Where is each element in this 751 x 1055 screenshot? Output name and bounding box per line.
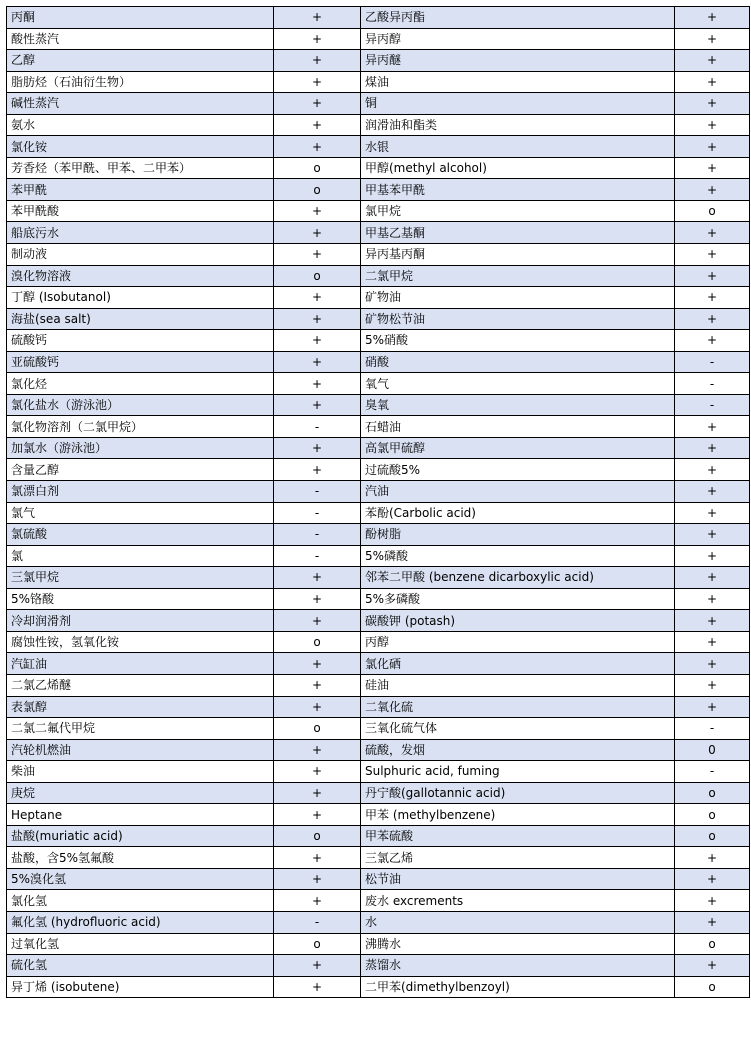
name-cell-right: 臭氧 — [361, 394, 675, 416]
rating-cell-left: + — [274, 653, 361, 675]
rating-cell-right: + — [675, 631, 750, 653]
table-row — [7, 545, 750, 567]
rating-cell-left: + — [274, 7, 361, 29]
table-row — [7, 696, 750, 718]
table-row — [7, 933, 750, 955]
table-row — [7, 287, 750, 309]
name-cell-left: 盐酸(muriatic acid) — [7, 825, 274, 847]
name-cell-left: 制动液 — [7, 244, 274, 266]
rating-cell-left: + — [274, 93, 361, 115]
name-cell-left: 加氯水（游泳池） — [7, 437, 274, 459]
rating-cell-right: + — [675, 265, 750, 287]
rating-cell-right: - — [675, 761, 750, 783]
table-row — [7, 157, 750, 179]
table-row — [7, 373, 750, 395]
name-cell-right: 三氯乙烯 — [361, 847, 675, 869]
rating-cell-left: - — [274, 545, 361, 567]
table-row — [7, 782, 750, 804]
rating-cell-left: o — [274, 825, 361, 847]
table-row — [7, 868, 750, 890]
table-row — [7, 631, 750, 653]
table-row — [7, 200, 750, 222]
rating-cell-right: + — [675, 502, 750, 524]
rating-cell-left: + — [274, 610, 361, 632]
name-cell-left: 腐蚀性铵，氢氧化铵 — [7, 631, 274, 653]
rating-cell-right: + — [675, 567, 750, 589]
name-cell-right: 异丙醚 — [361, 50, 675, 72]
rating-cell-right: + — [675, 545, 750, 567]
rating-cell-right: - — [675, 351, 750, 373]
rating-cell-left: + — [274, 588, 361, 610]
name-cell-left: 5%铬酸 — [7, 588, 274, 610]
name-cell-right: 甲苯 (methylbenzene) — [361, 804, 675, 826]
rating-cell-right: - — [675, 373, 750, 395]
name-cell-left: 三氯甲烷 — [7, 567, 274, 589]
rating-cell-left: + — [274, 50, 361, 72]
rating-cell-left: - — [274, 524, 361, 546]
rating-cell-right: + — [675, 674, 750, 696]
name-cell-right: 水银 — [361, 136, 675, 158]
name-cell-right: 邻苯二甲酸 (benzene dicarboxylic acid) — [361, 567, 675, 589]
table-row — [7, 567, 750, 589]
table-row — [7, 459, 750, 481]
rating-cell-left: + — [274, 955, 361, 977]
table-row — [7, 481, 750, 503]
name-cell-right: 润滑油和酯类 — [361, 114, 675, 136]
table-row — [7, 588, 750, 610]
table-row — [7, 71, 750, 93]
table-row — [7, 437, 750, 459]
name-cell-right: 5%硝酸 — [361, 330, 675, 352]
table-row — [7, 610, 750, 632]
rating-cell-left: + — [274, 674, 361, 696]
name-cell-right: 5%多磷酸 — [361, 588, 675, 610]
name-cell-right: 废水 excrements — [361, 890, 675, 912]
rating-cell-left: + — [274, 287, 361, 309]
table-row — [7, 761, 750, 783]
name-cell-left: 冷却润滑剂 — [7, 610, 274, 632]
name-cell-right: 水 — [361, 911, 675, 933]
rating-cell-left: + — [274, 200, 361, 222]
name-cell-right: 蒸馏水 — [361, 955, 675, 977]
name-cell-left: 苯甲酰酸 — [7, 200, 274, 222]
rating-cell-right: o — [675, 976, 750, 998]
rating-cell-right: + — [675, 911, 750, 933]
rating-cell-right: o — [675, 825, 750, 847]
rating-cell-left: + — [274, 847, 361, 869]
rating-cell-right: - — [675, 718, 750, 740]
name-cell-left: 庚烷 — [7, 782, 274, 804]
table-row — [7, 825, 750, 847]
name-cell-left: 氯漂白剂 — [7, 481, 274, 503]
name-cell-left: 丁醇 (Isobutanol) — [7, 287, 274, 309]
rating-cell-right: + — [675, 114, 750, 136]
rating-cell-right: o — [675, 933, 750, 955]
rating-cell-right: o — [675, 200, 750, 222]
name-cell-left: 二氯乙烯醚 — [7, 674, 274, 696]
rating-cell-left: o — [274, 631, 361, 653]
name-cell-right: 铜 — [361, 93, 675, 115]
name-cell-right: 高氯甲硫醇 — [361, 437, 675, 459]
name-cell-left: 氯硫酸 — [7, 524, 274, 546]
rating-cell-right: + — [675, 308, 750, 330]
name-cell-left: 海盐(sea salt) — [7, 308, 274, 330]
name-cell-right: 碳酸钾 (potash) — [361, 610, 675, 632]
name-cell-left: 乙醇 — [7, 50, 274, 72]
rating-cell-left: - — [274, 481, 361, 503]
rating-cell-left: + — [274, 868, 361, 890]
name-cell-right: 氧气 — [361, 373, 675, 395]
name-cell-left: 溴化物溶液 — [7, 265, 274, 287]
table-row — [7, 330, 750, 352]
name-cell-right: Sulphuric acid, fuming — [361, 761, 675, 783]
name-cell-right: 沸腾水 — [361, 933, 675, 955]
table-row — [7, 804, 750, 826]
name-cell-left: 氯化盐水（游泳池） — [7, 394, 274, 416]
name-cell-left: 二氯二氟代甲烷 — [7, 718, 274, 740]
table-row — [7, 394, 750, 416]
name-cell-left: 碱性蒸汽 — [7, 93, 274, 115]
rating-cell-right: + — [675, 610, 750, 632]
rating-cell-left: - — [274, 416, 361, 438]
name-cell-left: 芳香烃（苯甲酰、甲苯、二甲苯） — [7, 157, 274, 179]
name-cell-right: 异丙基丙酮 — [361, 244, 675, 266]
rating-cell-left: - — [274, 502, 361, 524]
name-cell-left: 硫酸钙 — [7, 330, 274, 352]
rating-cell-left: + — [274, 459, 361, 481]
rating-cell-left: + — [274, 567, 361, 589]
rating-cell-left: + — [274, 71, 361, 93]
table-row — [7, 890, 750, 912]
name-cell-right: 丙醇 — [361, 631, 675, 653]
table-row — [7, 351, 750, 373]
table-row — [7, 93, 750, 115]
rating-cell-left: o — [274, 933, 361, 955]
rating-cell-left: + — [274, 782, 361, 804]
table-row — [7, 674, 750, 696]
rating-cell-right: + — [675, 847, 750, 869]
name-cell-left: Heptane — [7, 804, 274, 826]
rating-cell-right: + — [675, 416, 750, 438]
rating-cell-right: + — [675, 93, 750, 115]
rating-cell-right: + — [675, 157, 750, 179]
rating-cell-right: + — [675, 179, 750, 201]
rating-cell-left: + — [274, 351, 361, 373]
rating-cell-left: + — [274, 244, 361, 266]
name-cell-right: 甲醇(methyl alcohol) — [361, 157, 675, 179]
table-row — [7, 7, 750, 29]
rating-cell-right: + — [675, 71, 750, 93]
table-row — [7, 222, 750, 244]
rating-cell-right: + — [675, 50, 750, 72]
name-cell-left: 船底污水 — [7, 222, 274, 244]
table-row — [7, 524, 750, 546]
rating-cell-right: + — [675, 696, 750, 718]
name-cell-right: 酚树脂 — [361, 524, 675, 546]
rating-cell-left: + — [274, 696, 361, 718]
rating-cell-right: + — [675, 222, 750, 244]
rating-cell-right: + — [675, 955, 750, 977]
rating-cell-left: - — [274, 911, 361, 933]
name-cell-right: 硫酸，发烟 — [361, 739, 675, 761]
rating-cell-right: - — [675, 394, 750, 416]
rating-cell-left: o — [274, 179, 361, 201]
rating-cell-left: o — [274, 265, 361, 287]
table-row — [7, 718, 750, 740]
name-cell-right: 乙酸异丙酯 — [361, 7, 675, 29]
name-cell-right: 矿物油 — [361, 287, 675, 309]
name-cell-left: 脂肪烃（石油衍生物） — [7, 71, 274, 93]
rating-cell-left: + — [274, 804, 361, 826]
rating-cell-right: + — [675, 890, 750, 912]
name-cell-left: 硫化氢 — [7, 955, 274, 977]
table-row — [7, 136, 750, 158]
table-row — [7, 179, 750, 201]
rating-cell-right: + — [675, 330, 750, 352]
rating-cell-right: + — [675, 136, 750, 158]
name-cell-left: 异丁烯 (isobutene) — [7, 976, 274, 998]
table-row — [7, 28, 750, 50]
name-cell-left: 氯 — [7, 545, 274, 567]
rating-cell-left: + — [274, 890, 361, 912]
rating-cell-right: + — [675, 7, 750, 29]
rating-cell-left: + — [274, 28, 361, 50]
rating-cell-right: + — [675, 653, 750, 675]
table-row — [7, 976, 750, 998]
name-cell-left: 过氧化氢 — [7, 933, 274, 955]
table-row — [7, 114, 750, 136]
name-cell-right: 5%磷酸 — [361, 545, 675, 567]
rating-cell-left: + — [274, 739, 361, 761]
name-cell-left: 氯化物溶剂（二氯甲烷） — [7, 416, 274, 438]
name-cell-left: 丙酮 — [7, 7, 274, 29]
name-cell-right: 异丙醇 — [361, 28, 675, 50]
table-row — [7, 653, 750, 675]
rating-cell-left: + — [274, 308, 361, 330]
name-cell-left: 汽轮机燃油 — [7, 739, 274, 761]
rating-cell-left: + — [274, 761, 361, 783]
name-cell-right: 硝酸 — [361, 351, 675, 373]
rating-cell-right: o — [675, 782, 750, 804]
name-cell-right: 甲基乙基酮 — [361, 222, 675, 244]
name-cell-right: 二甲苯(dimethylbenzoyl) — [361, 976, 675, 998]
name-cell-left: 氯化铵 — [7, 136, 274, 158]
rating-cell-left: o — [274, 718, 361, 740]
table-row — [7, 416, 750, 438]
rating-cell-left: + — [274, 394, 361, 416]
table-row — [7, 955, 750, 977]
table-row — [7, 50, 750, 72]
table-body — [7, 7, 750, 998]
name-cell-right: 煤油 — [361, 71, 675, 93]
name-cell-right: 氯甲烷 — [361, 200, 675, 222]
name-cell-right: 汽油 — [361, 481, 675, 503]
table-row — [7, 502, 750, 524]
name-cell-left: 苯甲酰 — [7, 179, 274, 201]
name-cell-left: 氟化氢 (hydrofluoric acid) — [7, 911, 274, 933]
name-cell-left: 5%溴化氢 — [7, 868, 274, 890]
rating-cell-right: o — [675, 804, 750, 826]
name-cell-right: 过硫酸5% — [361, 459, 675, 481]
name-cell-left: 氯气 — [7, 502, 274, 524]
rating-cell-left: + — [274, 437, 361, 459]
name-cell-right: 苯酚(Carbolic acid) — [361, 502, 675, 524]
name-cell-right: 丹宁酸(gallotannic acid) — [361, 782, 675, 804]
table-row — [7, 265, 750, 287]
name-cell-right: 甲苯硫酸 — [361, 825, 675, 847]
name-cell-left: 氯化氢 — [7, 890, 274, 912]
name-cell-left: 含量乙醇 — [7, 459, 274, 481]
name-cell-right: 二氧化硫 — [361, 696, 675, 718]
table-row — [7, 847, 750, 869]
rating-cell-left: + — [274, 114, 361, 136]
name-cell-left: 亚硫酸钙 — [7, 351, 274, 373]
name-cell-left: 氯化烃 — [7, 373, 274, 395]
rating-cell-left: + — [274, 136, 361, 158]
name-cell-right: 甲基苯甲酰 — [361, 179, 675, 201]
name-cell-right: 二氯甲烷 — [361, 265, 675, 287]
chemical-resistance-table — [6, 6, 750, 998]
table-row — [7, 244, 750, 266]
rating-cell-left: + — [274, 976, 361, 998]
name-cell-left: 表氯醇 — [7, 696, 274, 718]
name-cell-right: 三氧化硫气体 — [361, 718, 675, 740]
name-cell-left: 汽缸油 — [7, 653, 274, 675]
rating-cell-right: + — [675, 481, 750, 503]
rating-cell-right: + — [675, 868, 750, 890]
name-cell-left: 氨水 — [7, 114, 274, 136]
name-cell-right: 松节油 — [361, 868, 675, 890]
rating-cell-right: + — [675, 524, 750, 546]
table-row — [7, 911, 750, 933]
name-cell-right: 石蜡油 — [361, 416, 675, 438]
name-cell-left: 酸性蒸汽 — [7, 28, 274, 50]
rating-cell-right: + — [675, 287, 750, 309]
rating-cell-right: 0 — [675, 739, 750, 761]
rating-cell-right: + — [675, 588, 750, 610]
rating-cell-left: + — [274, 330, 361, 352]
table-row — [7, 308, 750, 330]
rating-cell-left: + — [274, 222, 361, 244]
rating-cell-right: + — [675, 437, 750, 459]
name-cell-right: 氯化硒 — [361, 653, 675, 675]
name-cell-left: 盐酸，含5%氢氟酸 — [7, 847, 274, 869]
name-cell-right: 硅油 — [361, 674, 675, 696]
rating-cell-right: + — [675, 244, 750, 266]
rating-cell-right: + — [675, 459, 750, 481]
name-cell-left: 柴油 — [7, 761, 274, 783]
table-row — [7, 739, 750, 761]
name-cell-right: 矿物松节油 — [361, 308, 675, 330]
rating-cell-left: o — [274, 157, 361, 179]
rating-cell-left: + — [274, 373, 361, 395]
rating-cell-right: + — [675, 28, 750, 50]
